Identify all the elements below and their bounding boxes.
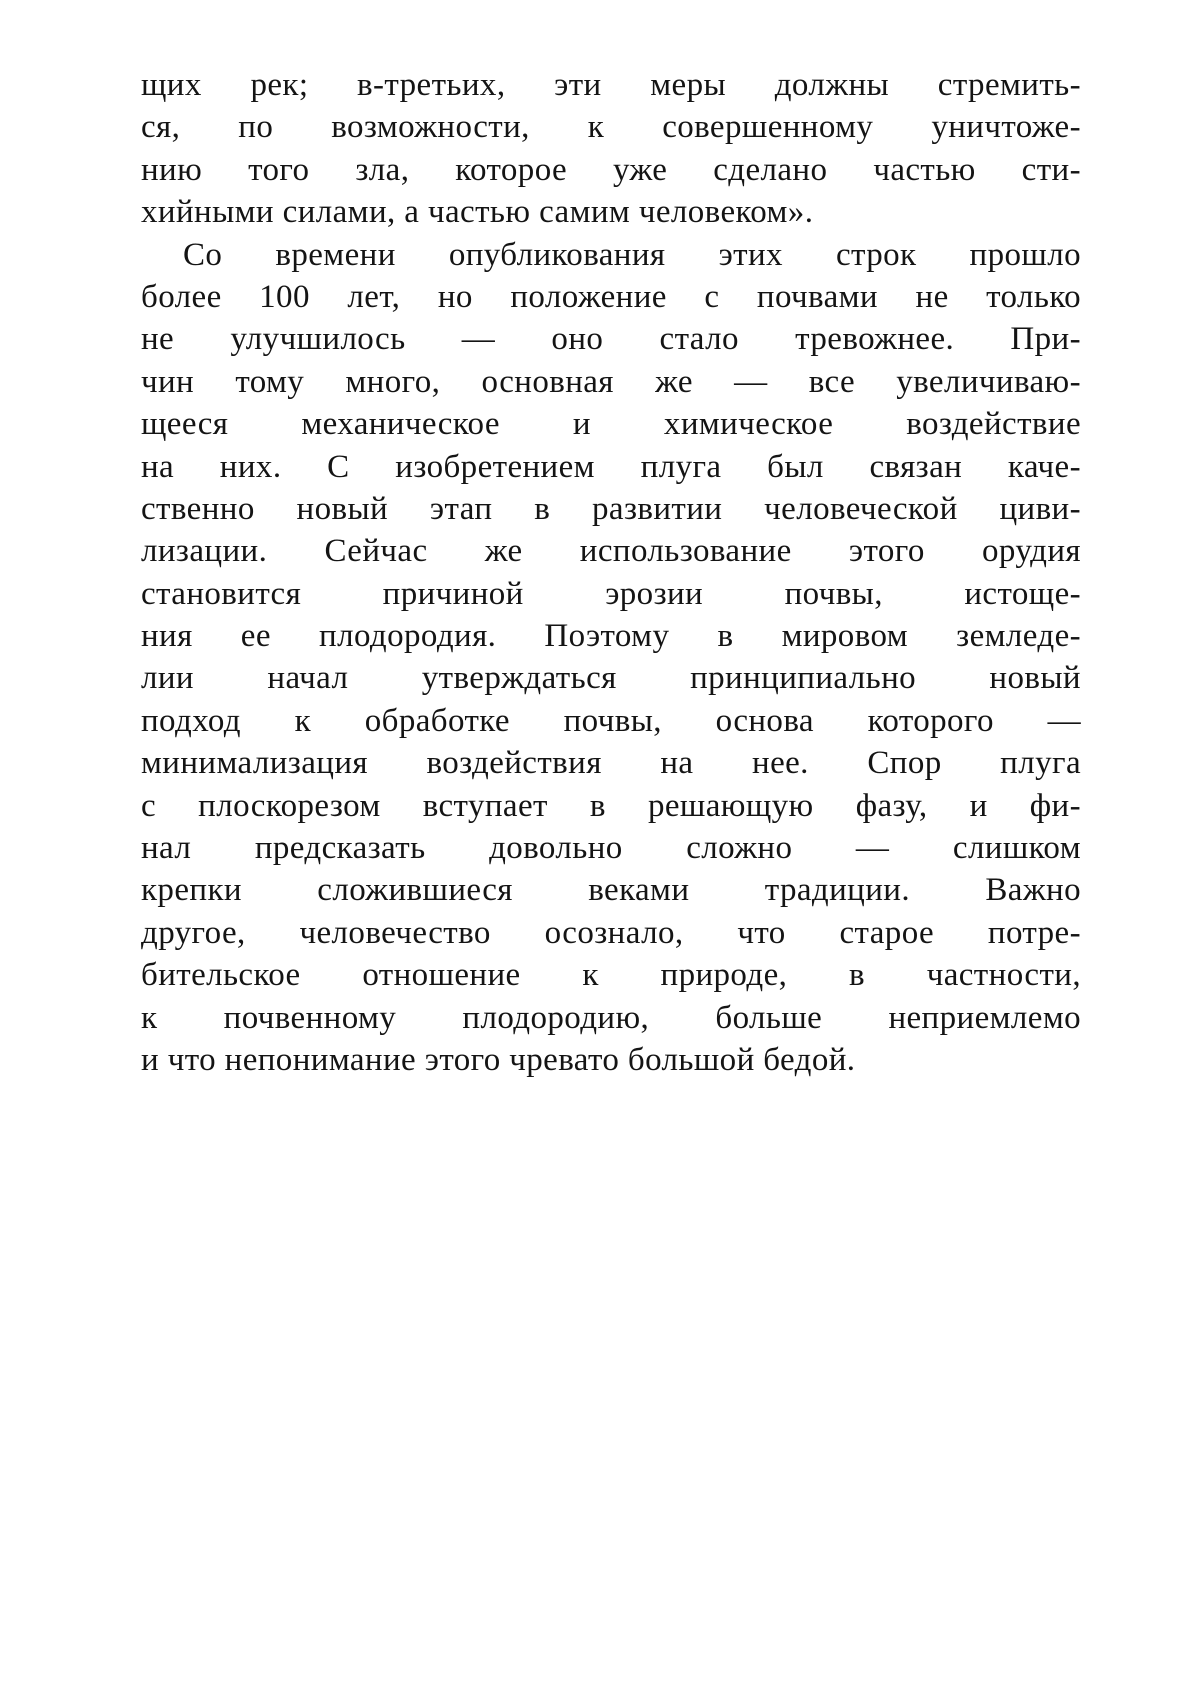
text-line: минимализация воздействия на нее. Спор плуга (141, 745, 1081, 782)
text-line: лии начал утверждаться принципиально новый (141, 660, 1081, 697)
text-line: на них. С изобретением плуга был связан каче- (141, 448, 1081, 485)
text-line: бительское отношение к природе, в частности, (141, 957, 1081, 994)
text-line: ния ее плодородия. Поэтому в мировом земледе- (141, 618, 1081, 655)
paragraph-1 (141, 64, 1081, 234)
text-line: щееся механическое и химическое воздействие (141, 406, 1081, 443)
paragraph-2 (141, 234, 1081, 1082)
text-line: с плоскорезом вступает в решающую фазу, и фи- (141, 787, 1081, 824)
text-line: другое, человечество осознало, что старое потре- (141, 914, 1081, 951)
text-line: ся, по возможности, к совершенному уничтоже- (141, 109, 1081, 146)
text-line: более 100 лет, но положение с почвами не только (141, 278, 1081, 315)
text-line: нал предсказать довольно сложно — слишком (141, 830, 1081, 867)
text-line: чин тому много, основная же — все увеличиваю- (141, 363, 1081, 400)
text-line: щих рек; в-третьих, эти меры должны стремить- (141, 67, 1081, 103)
text-line: к почвенному плодородию, больше неприемлемо (141, 999, 1081, 1036)
text-line: крепки сложившиеся веками традиции. Важно (141, 872, 1081, 909)
text-line: нию того зла, которое уже сделано частью сти- (141, 151, 1081, 188)
text-line: и что непонимание этого чревато большой бедой. (141, 1041, 856, 1078)
text-line: хийными силами, а частью самим человеком». (141, 194, 814, 231)
text-line: подход к обработке почвы, основа которого — (141, 702, 1081, 739)
text-line: ственно новый этап в развитии человеческой циви- (141, 490, 1081, 527)
page-text (141, 64, 1081, 1081)
text-line: не улучшилось — оно стало тревожнее. При- (141, 321, 1081, 358)
text-line: лизации. Сейчас же использование этого орудия (141, 533, 1081, 570)
text-line: становится причиной эрозии почвы, истоще- (141, 575, 1081, 612)
text-line: Со времени опубликования этих строк прошло (183, 236, 1081, 273)
